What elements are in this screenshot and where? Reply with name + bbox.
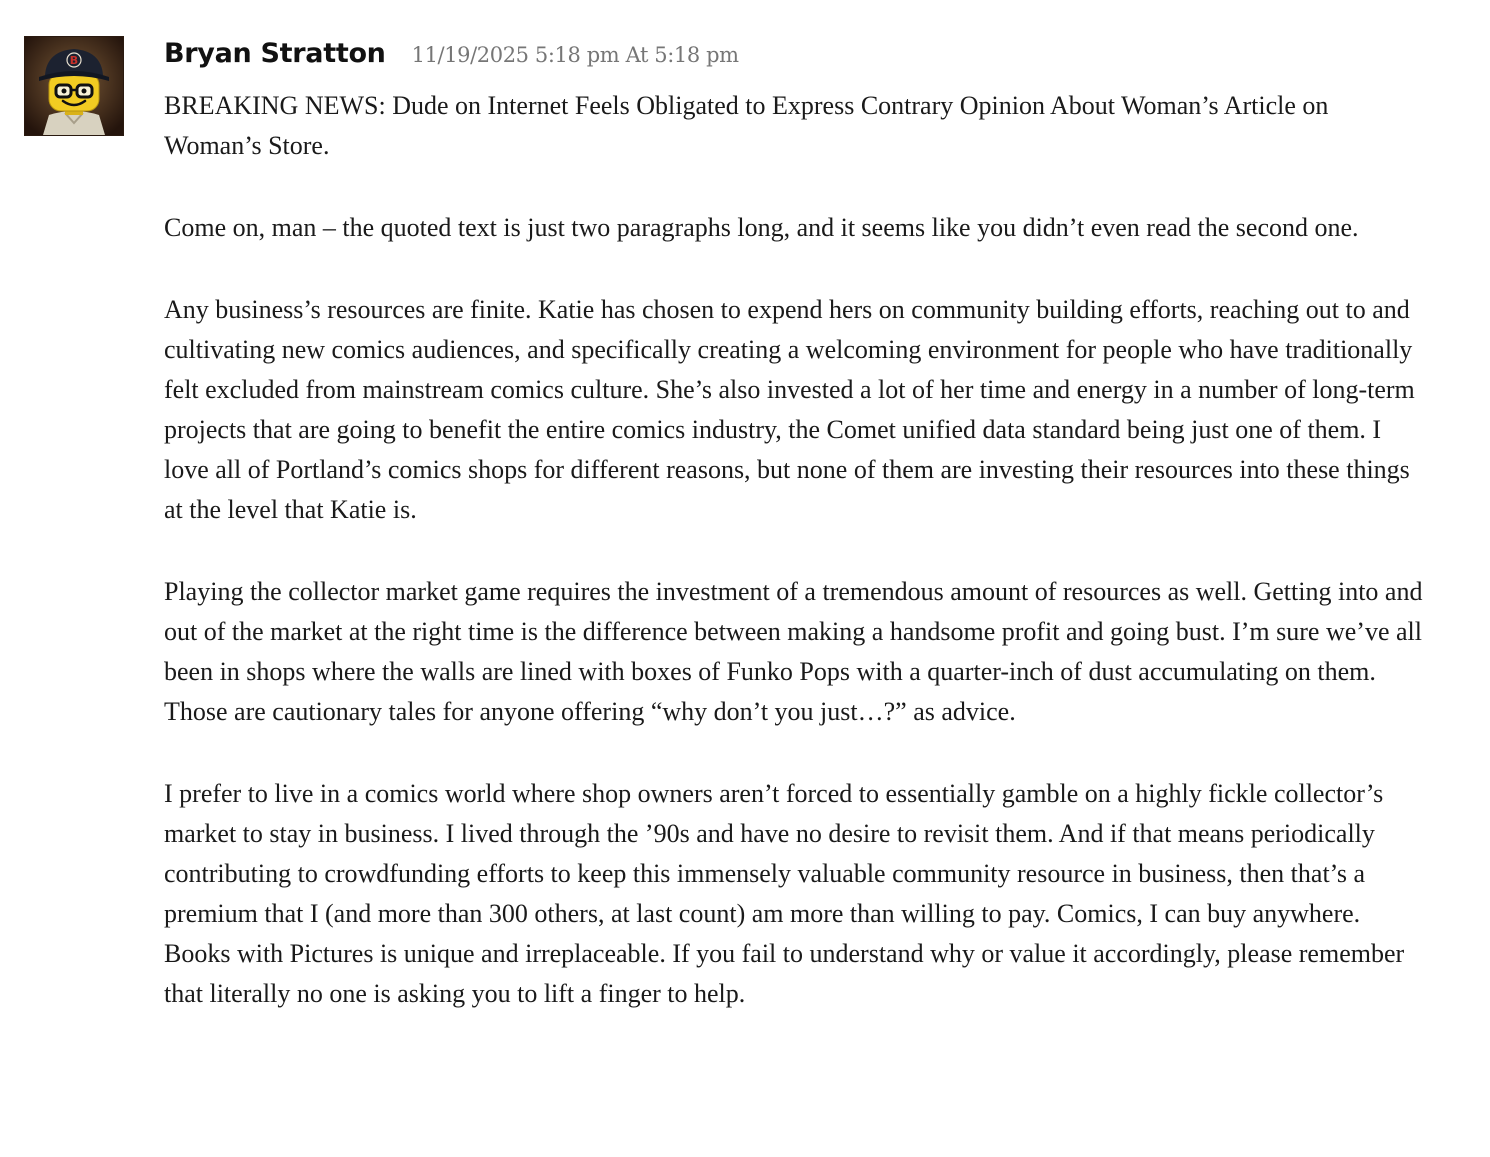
comment-content <box>164 86 1424 1014</box>
comment-paragraph: Playing the collector market game requires the investment of a tremendous amount of resources as well. Getting into and out of the market at the right time is the difference between making a handsome profit and going bust. I’m sure we’ve all been in shops where the walls are lined with boxes of Funko Pops with a quarter-inch of dust accumulating on them. Those are cautionary tales for anyone offering “why don’t you just…?” as advice. <box>164 577 1423 726</box>
comment-paragraph: BREAKING NEWS: Dude on Internet Feels Obligated to Express Contrary Opinion About Woman’s Article on Woman’s Store. <box>164 91 1329 160</box>
svg-text:B: B <box>69 54 79 67</box>
lego-minifigure-avatar-icon <box>25 37 123 135</box>
comment-paragraph: Any business’s resources are finite. Katie has chosen to expend hers on community building efforts, reaching out to and cultivating new comics audiences, and specifically creating a welcoming environment for people who have traditionally felt excluded from mainstream comics culture. She’s also invested a lot of her time and energy in a number of long-term projects that are going to benefit the entire comics industry, the Comet unified data standard being just one of them. I love all of Portland’s comics shops for different reasons, but none of them are investing their resources into these things at the level that Katie is. <box>164 295 1415 524</box>
comment-body <box>164 36 1424 1056</box>
comment-meta <box>164 36 1424 86</box>
avatar[interactable] <box>24 36 124 136</box>
comment-timestamp[interactable]: 11/19/2025 5:18 pm At 5:18 pm <box>411 43 739 67</box>
comment-author[interactable]: Bryan Stratton <box>164 38 386 69</box>
comment-paragraph: Come on, man – the quoted text is just two paragraphs long, and it seems like you didn’t even read the second one. <box>164 213 1359 242</box>
comment-paragraph: I prefer to live in a comics world where shop owners aren’t forced to essentially gamble on a highly fickle collector’s market to stay in business. I lived through the ’90s and have no desire to revisit them. And if that means periodically contributing to crowdfunding efforts to keep this immensely valuable community resource in business, then that’s a premium that I (and more than 300 others, at last count) am more than willing to pay. Comics, I can buy anywhere. Books with Pictures is unique and irreplaceable. If you fail to understand why or value it accordingly, please remember that literally no one is asking you to lift a finger to help. <box>164 779 1405 1008</box>
